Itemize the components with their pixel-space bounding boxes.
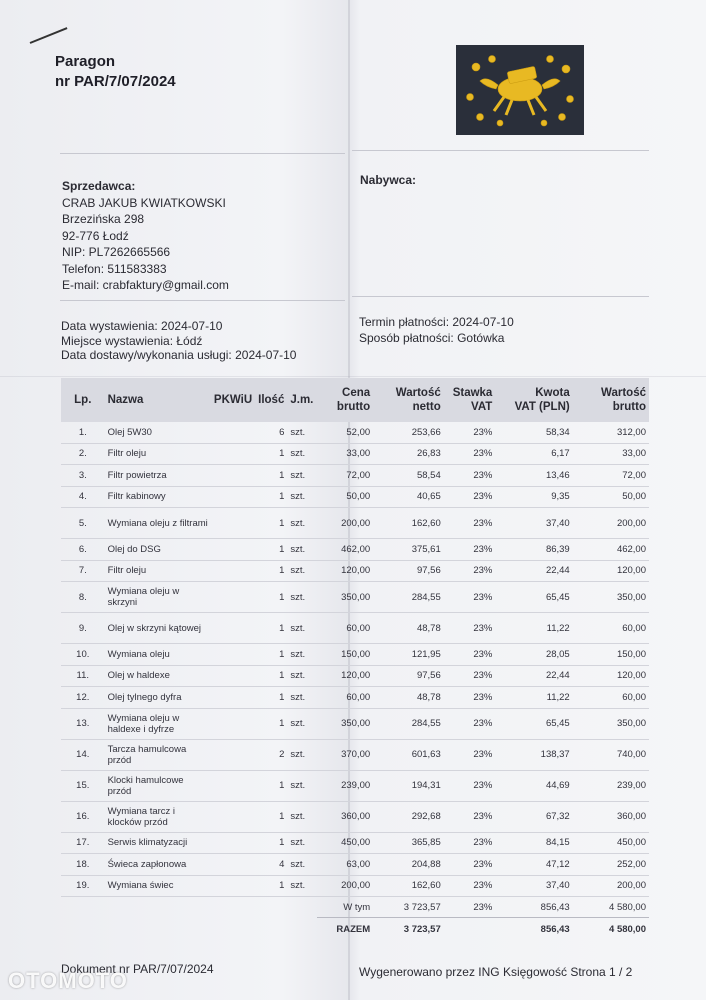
row-vat-amount: 65,45: [495, 708, 572, 739]
row-qty: 1: [255, 443, 287, 465]
row-net: 284,55: [373, 708, 444, 739]
row-pkwiu: [211, 832, 255, 854]
row-qty: 1: [255, 613, 287, 644]
table-row: [61, 644, 649, 666]
table-row: [61, 508, 649, 539]
info-divider-left: [60, 300, 345, 301]
row-vat-rate: 23%: [444, 854, 496, 876]
row-price: 120,00: [317, 560, 373, 582]
row-lp: 7.: [61, 560, 105, 582]
row-vat-rate: 23%: [444, 465, 496, 487]
row-net: 26,83: [373, 443, 444, 465]
row-gross: 312,00: [573, 422, 649, 443]
row-vat-amount: 11,22: [495, 613, 572, 644]
watermark-logo: OTOMOTO: [8, 968, 128, 993]
row-gross: 462,00: [573, 539, 649, 561]
header-divider-right: [352, 150, 649, 151]
header-unit: J.m.: [287, 378, 317, 422]
row-lp: 19.: [61, 875, 105, 897]
info-divider-right: [352, 296, 649, 297]
row-lp: 10.: [61, 644, 105, 666]
row-unit: szt.: [287, 539, 317, 561]
row-net: 375,61: [373, 539, 444, 561]
row-net: 194,31: [373, 770, 444, 801]
row-vat-rate: 23%: [444, 486, 496, 508]
row-name: Filtr oleju: [105, 560, 211, 582]
header-net-l2: netto: [412, 401, 441, 413]
row-vat-amount: 58,34: [495, 422, 572, 443]
header-gross-l2: brutto: [612, 401, 646, 413]
header-vat: [444, 378, 496, 422]
row-unit: szt.: [287, 665, 317, 687]
row-unit: szt.: [287, 739, 317, 770]
row-net: 40,65: [373, 486, 444, 508]
header-pkwiu: PKWiU: [211, 378, 255, 422]
row-name: Olej tylnego dyfra: [105, 687, 211, 709]
header-divider-left: [60, 153, 345, 154]
seller-name: CRAB JAKUB KWIATKOWSKI: [62, 195, 226, 210]
issue-place: Miejsce wystawienia: Łódź: [61, 333, 203, 348]
row-pkwiu: [211, 770, 255, 801]
row-lp: 15.: [61, 770, 105, 801]
table-row: [61, 875, 649, 897]
seller-street: Brzezińska 298: [62, 212, 145, 226]
row-pkwiu: [211, 443, 255, 465]
crab-logo: [456, 45, 584, 135]
table-row: [61, 770, 649, 801]
row-lp: 13.: [61, 708, 105, 739]
row-vat-amount: 13,46: [495, 465, 572, 487]
header-price-l1: Cena: [342, 387, 371, 399]
total-net: 3 723,57: [373, 918, 444, 941]
row-name: Filtr powietrza: [105, 465, 211, 487]
summary-label: W tym: [317, 897, 373, 918]
row-gross: 740,00: [573, 739, 649, 770]
row-lp: 2.: [61, 443, 105, 465]
seller-nip: NIP: PL7262665566: [62, 245, 171, 259]
row-net: 284,55: [373, 582, 444, 613]
row-qty: 1: [255, 708, 287, 739]
seller-heading: Sprzedawca:: [62, 179, 136, 193]
row-qty: 1: [255, 486, 287, 508]
row-price: 200,00: [317, 875, 373, 897]
row-lp: 6.: [61, 539, 105, 561]
row-gross: 50,00: [573, 486, 649, 508]
row-qty: 1: [255, 875, 287, 897]
total-label: RAZEM: [317, 918, 373, 941]
table-row: [61, 708, 649, 739]
row-qty: 4: [255, 854, 287, 876]
row-net: 48,78: [373, 687, 444, 709]
issue-date: Data wystawienia: 2024-07-10: [61, 319, 223, 333]
header-vat-amount: [495, 378, 572, 422]
row-gross: 200,00: [573, 875, 649, 897]
row-name: Serwis klimatyzacji: [105, 832, 211, 854]
row-vat-amount: 9,35: [495, 486, 572, 508]
table-row: [61, 486, 649, 508]
row-pkwiu: [211, 508, 255, 539]
row-qty: 1: [255, 801, 287, 832]
row-vat-amount: 22,44: [495, 665, 572, 687]
row-lp: 9.: [61, 613, 105, 644]
items-table: [61, 378, 649, 940]
summary-gross: 4 580,00: [573, 897, 649, 918]
row-unit: szt.: [287, 443, 317, 465]
row-price: 120,00: [317, 665, 373, 687]
row-vat-rate: 23%: [444, 832, 496, 854]
row-vat-rate: 23%: [444, 665, 496, 687]
row-vat-amount: 84,15: [495, 832, 572, 854]
row-gross: 150,00: [573, 644, 649, 666]
table-row: [61, 422, 649, 443]
row-unit: szt.: [287, 422, 317, 443]
row-price: 60,00: [317, 613, 373, 644]
document-number: nr PAR/7/07/2024: [55, 73, 176, 90]
row-lp: 14.: [61, 739, 105, 770]
row-price: 33,00: [317, 443, 373, 465]
row-pkwiu: [211, 465, 255, 487]
summary-vat-amount: 856,43: [495, 897, 572, 918]
row-unit: szt.: [287, 708, 317, 739]
document-type: Paragon: [55, 53, 116, 70]
row-gross: 350,00: [573, 582, 649, 613]
row-qty: 1: [255, 644, 287, 666]
row-qty: 1: [255, 465, 287, 487]
row-price: 150,00: [317, 644, 373, 666]
row-net: 48,78: [373, 613, 444, 644]
seller-block: [62, 178, 229, 294]
header-net: [373, 378, 444, 422]
row-pkwiu: [211, 422, 255, 443]
total-gross: 4 580,00: [573, 918, 649, 941]
row-price: 450,00: [317, 832, 373, 854]
row-unit: szt.: [287, 687, 317, 709]
row-unit: szt.: [287, 486, 317, 508]
row-gross: 350,00: [573, 708, 649, 739]
row-vat-amount: 86,39: [495, 539, 572, 561]
row-price: 52,00: [317, 422, 373, 443]
row-price: 462,00: [317, 539, 373, 561]
row-lp: 16.: [61, 801, 105, 832]
header-vatamt-l1: Kwota: [535, 387, 570, 399]
total-vat-amount: 856,43: [495, 918, 572, 941]
row-name: Olej do DSG: [105, 539, 211, 561]
header-gross: [573, 378, 649, 422]
row-unit: szt.: [287, 465, 317, 487]
row-vat-amount: 37,40: [495, 875, 572, 897]
row-lp: 8.: [61, 582, 105, 613]
header-net-l1: Wartość: [395, 387, 441, 399]
row-pkwiu: [211, 539, 255, 561]
table-row: [61, 832, 649, 854]
summary-net: 3 723,57: [373, 897, 444, 918]
row-lp: 11.: [61, 665, 105, 687]
row-lp: 4.: [61, 486, 105, 508]
row-pkwiu: [211, 560, 255, 582]
footer-document-number: Dokument nr PAR/7/07/2024: [61, 962, 214, 976]
table-row: [61, 539, 649, 561]
row-net: 97,56: [373, 665, 444, 687]
row-price: 72,00: [317, 465, 373, 487]
row-name: Wymiana oleju: [105, 644, 211, 666]
row-vat-rate: 23%: [444, 539, 496, 561]
row-vat-rate: 23%: [444, 582, 496, 613]
row-price: 200,00: [317, 508, 373, 539]
seller-email: E-mail: crabfaktury@gmail.com: [62, 278, 229, 292]
row-net: 601,63: [373, 739, 444, 770]
payment-method: Sposób płatności: Gotówka: [359, 330, 505, 345]
row-pkwiu: [211, 708, 255, 739]
row-net: 58,54: [373, 465, 444, 487]
footer-generated: Wygenerowano przez ING Księgowość Strona 1 / 2: [359, 965, 633, 979]
row-qty: 1: [255, 508, 287, 539]
row-name: Olej w haldexe: [105, 665, 211, 687]
row-gross: 60,00: [573, 613, 649, 644]
row-gross: 120,00: [573, 665, 649, 687]
row-vat-rate: 23%: [444, 708, 496, 739]
row-price: 239,00: [317, 770, 373, 801]
summary-vat-rate: 23%: [444, 897, 496, 918]
row-qty: 2: [255, 739, 287, 770]
table-row: [61, 665, 649, 687]
document-title: [55, 52, 176, 92]
row-qty: 1: [255, 665, 287, 687]
row-net: 204,88: [373, 854, 444, 876]
row-price: 350,00: [317, 708, 373, 739]
row-vat-rate: 23%: [444, 801, 496, 832]
table-row: [61, 560, 649, 582]
row-qty: 1: [255, 770, 287, 801]
row-unit: szt.: [287, 801, 317, 832]
table-row: [61, 613, 649, 644]
row-name: Wymiana oleju z filtrami: [105, 508, 211, 539]
total-row: [61, 918, 649, 941]
row-unit: szt.: [287, 582, 317, 613]
row-vat-rate: 23%: [444, 687, 496, 709]
row-name: Olej 5W30: [105, 422, 211, 443]
row-name: Wymiana świec: [105, 875, 211, 897]
row-net: 253,66: [373, 422, 444, 443]
row-net: 365,85: [373, 832, 444, 854]
header-name: Nazwa: [105, 378, 211, 422]
row-vat-amount: 138,37: [495, 739, 572, 770]
table-row: [61, 443, 649, 465]
table-row: [61, 687, 649, 709]
header-vat-l1: Stawka: [452, 387, 493, 399]
table-header-row: [61, 378, 649, 422]
row-qty: 6: [255, 422, 287, 443]
issue-info: [61, 319, 296, 363]
header-qty: Ilość: [255, 378, 287, 422]
row-lp: 3.: [61, 465, 105, 487]
summary-row: [61, 897, 649, 918]
row-name: Świeca zapłonowa: [105, 854, 211, 876]
row-qty: 1: [255, 539, 287, 561]
payment-info: [359, 315, 514, 346]
row-pkwiu: [211, 875, 255, 897]
buyer-heading: Nabywca:: [360, 173, 417, 187]
seller-phone: Telefon: 511583383: [62, 261, 167, 276]
row-net: 292,68: [373, 801, 444, 832]
row-vat-rate: 23%: [444, 560, 496, 582]
row-gross: 360,00: [573, 801, 649, 832]
row-vat-amount: 28,05: [495, 644, 572, 666]
row-gross: 72,00: [573, 465, 649, 487]
row-name: Klocki hamulcowe przód: [105, 770, 211, 801]
row-unit: szt.: [287, 875, 317, 897]
table-row: [61, 465, 649, 487]
row-pkwiu: [211, 644, 255, 666]
row-price: 60,00: [317, 687, 373, 709]
row-unit: szt.: [287, 832, 317, 854]
row-pkwiu: [211, 582, 255, 613]
row-net: 162,60: [373, 875, 444, 897]
header-vat-l2: VAT: [471, 401, 493, 413]
row-vat-amount: 47,12: [495, 854, 572, 876]
row-vat-rate: 23%: [444, 739, 496, 770]
row-vat-rate: 23%: [444, 613, 496, 644]
row-vat-amount: 11,22: [495, 687, 572, 709]
header-price-l2: brutto: [336, 401, 371, 413]
row-pkwiu: [211, 665, 255, 687]
row-gross: 252,00: [573, 854, 649, 876]
table-row: [61, 739, 649, 770]
row-vat-rate: 23%: [444, 443, 496, 465]
row-pkwiu: [211, 687, 255, 709]
row-vat-amount: 6,17: [495, 443, 572, 465]
row-unit: szt.: [287, 613, 317, 644]
delivery-date: Data dostawy/wykonania usługi: 2024-07-10: [61, 348, 297, 362]
row-vat-amount: 22,44: [495, 560, 572, 582]
paper-fold-horizontal: [0, 376, 706, 377]
row-lp: 12.: [61, 687, 105, 709]
row-pkwiu: [211, 613, 255, 644]
row-price: 360,00: [317, 801, 373, 832]
row-net: 121,95: [373, 644, 444, 666]
row-pkwiu: [211, 854, 255, 876]
row-qty: 1: [255, 832, 287, 854]
row-qty: 1: [255, 560, 287, 582]
row-lp: 17.: [61, 832, 105, 854]
row-name: Wymiana tarcz i klocków przód: [105, 801, 211, 832]
payment-due: Termin płatności: 2024-07-10: [359, 315, 514, 329]
row-gross: 120,00: [573, 560, 649, 582]
row-gross: 200,00: [573, 508, 649, 539]
row-vat-amount: 37,40: [495, 508, 572, 539]
row-name: Wymiana oleju w haldexe i dyfrze: [105, 708, 211, 739]
header-price: [317, 378, 373, 422]
row-vat-rate: 23%: [444, 875, 496, 897]
table-row: [61, 854, 649, 876]
row-vat-amount: 67,32: [495, 801, 572, 832]
row-unit: szt.: [287, 770, 317, 801]
row-net: 97,56: [373, 560, 444, 582]
seller-city: 92-776 Łodź: [62, 228, 129, 243]
row-price: 370,00: [317, 739, 373, 770]
row-net: 162,60: [373, 508, 444, 539]
row-vat-rate: 23%: [444, 644, 496, 666]
row-qty: 1: [255, 687, 287, 709]
row-vat-amount: 44,69: [495, 770, 572, 801]
row-name: Tarcza hamulcowa przód: [105, 739, 211, 770]
row-vat-rate: 23%: [444, 422, 496, 443]
row-unit: szt.: [287, 508, 317, 539]
row-unit: szt.: [287, 854, 317, 876]
row-gross: 60,00: [573, 687, 649, 709]
row-qty: 1: [255, 582, 287, 613]
row-pkwiu: [211, 739, 255, 770]
row-lp: 1.: [61, 422, 105, 443]
row-vat-amount: 65,45: [495, 582, 572, 613]
row-gross: 239,00: [573, 770, 649, 801]
row-lp: 5.: [61, 508, 105, 539]
row-price: 50,00: [317, 486, 373, 508]
row-name: Wymiana oleju w skrzyni: [105, 582, 211, 613]
row-vat-rate: 23%: [444, 508, 496, 539]
row-gross: 33,00: [573, 443, 649, 465]
row-unit: szt.: [287, 644, 317, 666]
header-gross-l1: Wartość: [601, 387, 646, 399]
header-lp: Lp.: [61, 378, 105, 422]
header-vatamt-l2: VAT (PLN): [514, 401, 570, 413]
row-unit: szt.: [287, 560, 317, 582]
table-row: [61, 582, 649, 613]
row-pkwiu: [211, 801, 255, 832]
row-name: Filtr kabinowy: [105, 486, 211, 508]
row-price: 350,00: [317, 582, 373, 613]
row-lp: 18.: [61, 854, 105, 876]
row-pkwiu: [211, 486, 255, 508]
row-price: 63,00: [317, 854, 373, 876]
table-row: [61, 801, 649, 832]
row-vat-rate: 23%: [444, 770, 496, 801]
row-name: Filtr oleju: [105, 443, 211, 465]
row-name: Olej w skrzyni kątowej: [105, 613, 211, 644]
row-gross: 450,00: [573, 832, 649, 854]
